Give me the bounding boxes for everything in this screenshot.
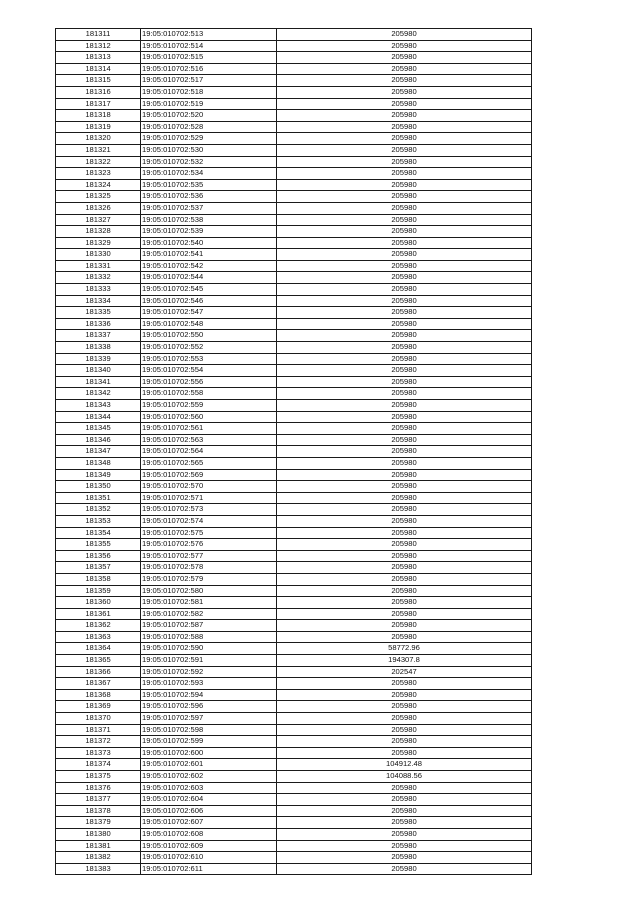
row-id-cell: 181352 [56,504,141,516]
row-id-cell: 181362 [56,620,141,632]
cadastral-number-cell: 19:05:010702:591 [141,655,277,667]
row-id-cell: 181344 [56,411,141,423]
row-id-cell: 181346 [56,434,141,446]
value-cell: 205980 [277,63,532,75]
value-cell: 205980 [277,179,532,191]
value-cell: 205980 [277,75,532,87]
table-row [56,539,532,551]
table-row [56,121,532,133]
value-cell: 205980 [277,550,532,562]
cadastral-number-cell: 19:05:010702:548 [141,318,277,330]
table-row [56,272,532,284]
value-cell: 205980 [277,144,532,156]
cadastral-number-cell: 19:05:010702:607 [141,817,277,829]
value-cell: 205980 [277,805,532,817]
row-id-cell: 181323 [56,168,141,180]
cadastral-number-cell: 19:05:010702:587 [141,620,277,632]
table-row [56,29,532,41]
cadastral-number-cell: 19:05:010702:554 [141,365,277,377]
row-id-cell: 181331 [56,260,141,272]
cadastral-number-cell: 19:05:010702:563 [141,434,277,446]
value-cell: 205980 [277,330,532,342]
table-row [56,434,532,446]
row-id-cell: 181370 [56,713,141,725]
table-row [56,666,532,678]
row-id-cell: 181340 [56,365,141,377]
table-row [56,260,532,272]
cadastral-number-cell: 19:05:010702:571 [141,492,277,504]
table-row [56,771,532,783]
row-id-cell: 181320 [56,133,141,145]
row-id-cell: 181364 [56,643,141,655]
table-row [56,226,532,238]
row-id-cell: 181372 [56,736,141,748]
row-id-cell: 181329 [56,237,141,249]
row-id-cell: 181321 [56,144,141,156]
row-id-cell: 181341 [56,376,141,388]
value-cell: 205980 [277,110,532,122]
table-row [56,689,532,701]
row-id-cell: 181350 [56,481,141,493]
value-cell: 205980 [277,713,532,725]
cadastral-number-cell: 19:05:010702:610 [141,852,277,864]
cadastral-number-cell: 19:05:010702:570 [141,481,277,493]
row-id-cell: 181369 [56,701,141,713]
value-cell: 205980 [277,794,532,806]
cadastral-number-cell: 19:05:010702:599 [141,736,277,748]
table-row [56,376,532,388]
row-id-cell: 181361 [56,608,141,620]
table-row [56,469,532,481]
value-cell: 205980 [277,214,532,226]
cadastral-number-cell: 19:05:010702:588 [141,631,277,643]
table-row [56,759,532,771]
row-id-cell: 181315 [56,75,141,87]
value-cell: 205980 [277,52,532,64]
row-id-cell: 181380 [56,828,141,840]
table-row [56,736,532,748]
row-id-cell: 181363 [56,631,141,643]
value-cell: 194307.8 [277,655,532,667]
table-row [56,782,532,794]
cadastral-number-cell: 19:05:010702:598 [141,724,277,736]
cadastral-number-cell: 19:05:010702:513 [141,29,277,41]
value-cell: 205980 [277,191,532,203]
row-id-cell: 181339 [56,353,141,365]
value-cell: 104088.56 [277,771,532,783]
cadastral-number-cell: 19:05:010702:553 [141,353,277,365]
table-row [56,52,532,64]
cadastral-number-cell: 19:05:010702:552 [141,342,277,354]
cadastral-number-cell: 19:05:010702:606 [141,805,277,817]
cadastral-number-cell: 19:05:010702:558 [141,388,277,400]
row-id-cell: 181354 [56,527,141,539]
table-row [56,608,532,620]
cadastral-number-cell: 19:05:010702:515 [141,52,277,64]
row-id-cell: 181353 [56,515,141,527]
value-cell: 58772.96 [277,643,532,655]
row-id-cell: 181322 [56,156,141,168]
value-cell: 205980 [277,40,532,52]
value-cell: 205980 [277,527,532,539]
value-cell: 205980 [277,388,532,400]
row-id-cell: 181366 [56,666,141,678]
cadastral-number-cell: 19:05:010702:550 [141,330,277,342]
row-id-cell: 181325 [56,191,141,203]
cadastral-number-cell: 19:05:010702:594 [141,689,277,701]
table-row [56,481,532,493]
row-id-cell: 181334 [56,295,141,307]
row-id-cell: 181376 [56,782,141,794]
row-id-cell: 181312 [56,40,141,52]
cadastral-number-cell: 19:05:010702:542 [141,260,277,272]
table-row [56,863,532,875]
table-row [56,423,532,435]
cadastral-number-cell: 19:05:010702:528 [141,121,277,133]
cadastral-number-cell: 19:05:010702:517 [141,75,277,87]
row-id-cell: 181317 [56,98,141,110]
value-cell: 205980 [277,423,532,435]
cadastral-number-cell: 19:05:010702:556 [141,376,277,388]
data-table [55,28,532,875]
value-cell: 205980 [277,863,532,875]
table-row [56,597,532,609]
value-cell: 205980 [277,260,532,272]
table-row [56,794,532,806]
table-row [56,86,532,98]
table-row [56,237,532,249]
value-cell: 205980 [277,840,532,852]
cadastral-number-cell: 19:05:010702:559 [141,400,277,412]
cadastral-number-cell: 19:05:010702:538 [141,214,277,226]
table-row [56,40,532,52]
table-row [56,446,532,458]
cadastral-number-cell: 19:05:010702:530 [141,144,277,156]
row-id-cell: 181328 [56,226,141,238]
value-cell: 205980 [277,86,532,98]
table-row [56,852,532,864]
table-row [56,492,532,504]
cadastral-number-cell: 19:05:010702:569 [141,469,277,481]
table-row [56,713,532,725]
value-cell: 202547 [277,666,532,678]
table-row [56,202,532,214]
value-cell: 205980 [277,133,532,145]
value-cell: 205980 [277,782,532,794]
value-cell: 205980 [277,817,532,829]
row-id-cell: 181345 [56,423,141,435]
table-row [56,284,532,296]
cadastral-number-cell: 19:05:010702:537 [141,202,277,214]
cadastral-number-cell: 19:05:010702:609 [141,840,277,852]
row-id-cell: 181342 [56,388,141,400]
cadastral-number-cell: 19:05:010702:582 [141,608,277,620]
row-id-cell: 181327 [56,214,141,226]
row-id-cell: 181355 [56,539,141,551]
table-row [56,504,532,516]
cadastral-number-cell: 19:05:010702:561 [141,423,277,435]
row-id-cell: 181349 [56,469,141,481]
table-row [56,411,532,423]
table-row [56,330,532,342]
value-cell: 205980 [277,504,532,516]
table-row [56,817,532,829]
table-row [56,655,532,667]
cadastral-number-cell: 19:05:010702:597 [141,713,277,725]
table-body [56,29,532,875]
table-row [56,110,532,122]
row-id-cell: 181358 [56,573,141,585]
table-row [56,573,532,585]
table-row [56,562,532,574]
table-row [56,156,532,168]
value-cell: 205980 [277,237,532,249]
table-row [56,550,532,562]
row-id-cell: 181338 [56,342,141,354]
table-row [56,295,532,307]
value-cell: 205980 [277,411,532,423]
cadastral-number-cell: 19:05:010702:601 [141,759,277,771]
table-row [56,585,532,597]
cadastral-number-cell: 19:05:010702:520 [141,110,277,122]
cadastral-number-cell: 19:05:010702:576 [141,539,277,551]
row-id-cell: 181365 [56,655,141,667]
row-id-cell: 181374 [56,759,141,771]
table-row [56,168,532,180]
table-row [56,747,532,759]
row-id-cell: 181360 [56,597,141,609]
cadastral-number-cell: 19:05:010702:575 [141,527,277,539]
cadastral-number-cell: 19:05:010702:529 [141,133,277,145]
row-id-cell: 181378 [56,805,141,817]
value-cell: 205980 [277,608,532,620]
value-cell: 205980 [277,249,532,261]
table-row [56,631,532,643]
value-cell: 205980 [277,226,532,238]
cadastral-number-cell: 19:05:010702:564 [141,446,277,458]
cadastral-number-cell: 19:05:010702:518 [141,86,277,98]
cadastral-number-cell: 19:05:010702:596 [141,701,277,713]
row-id-cell: 181347 [56,446,141,458]
row-id-cell: 181382 [56,852,141,864]
row-id-cell: 181337 [56,330,141,342]
table-row [56,457,532,469]
row-id-cell: 181359 [56,585,141,597]
table-row [56,400,532,412]
row-id-cell: 181343 [56,400,141,412]
cadastral-number-cell: 19:05:010702:573 [141,504,277,516]
cadastral-number-cell: 19:05:010702:565 [141,457,277,469]
cadastral-number-cell: 19:05:010702:545 [141,284,277,296]
row-id-cell: 181357 [56,562,141,574]
cadastral-number-cell: 19:05:010702:532 [141,156,277,168]
value-cell: 205980 [277,689,532,701]
table-row [56,307,532,319]
row-id-cell: 181313 [56,52,141,64]
table-row [56,179,532,191]
cadastral-number-cell: 19:05:010702:602 [141,771,277,783]
value-cell: 205980 [277,284,532,296]
table-row [56,620,532,632]
value-cell: 205980 [277,747,532,759]
value-cell: 205980 [277,29,532,41]
value-cell: 104912.48 [277,759,532,771]
value-cell: 205980 [277,98,532,110]
cadastral-number-cell: 19:05:010702:592 [141,666,277,678]
cadastral-number-cell: 19:05:010702:546 [141,295,277,307]
value-cell: 205980 [277,446,532,458]
cadastral-number-cell: 19:05:010702:547 [141,307,277,319]
value-cell: 205980 [277,457,532,469]
table-row [56,75,532,87]
table-row [56,318,532,330]
value-cell: 205980 [277,400,532,412]
table-row [56,701,532,713]
cadastral-number-cell: 19:05:010702:514 [141,40,277,52]
table-row [56,365,532,377]
value-cell: 205980 [277,121,532,133]
cadastral-number-cell: 19:05:010702:536 [141,191,277,203]
cadastral-number-cell: 19:05:010702:574 [141,515,277,527]
cadastral-number-cell: 19:05:010702:534 [141,168,277,180]
table-row [56,191,532,203]
table-row [56,144,532,156]
row-id-cell: 181371 [56,724,141,736]
table-row [56,388,532,400]
cadastral-number-cell: 19:05:010702:581 [141,597,277,609]
cadastral-number-cell: 19:05:010702:580 [141,585,277,597]
value-cell: 205980 [277,168,532,180]
cadastral-number-cell: 19:05:010702:579 [141,573,277,585]
value-cell: 205980 [277,562,532,574]
value-cell: 205980 [277,573,532,585]
value-cell: 205980 [277,678,532,690]
cadastral-number-cell: 19:05:010702:611 [141,863,277,875]
cadastral-number-cell: 19:05:010702:535 [141,179,277,191]
value-cell: 205980 [277,828,532,840]
table-row [56,353,532,365]
table-row [56,249,532,261]
value-cell: 205980 [277,736,532,748]
row-id-cell: 181335 [56,307,141,319]
cadastral-number-cell: 19:05:010702:608 [141,828,277,840]
row-id-cell: 181356 [56,550,141,562]
cadastral-number-cell: 19:05:010702:516 [141,63,277,75]
value-cell: 205980 [277,597,532,609]
value-cell: 205980 [277,724,532,736]
value-cell: 205980 [277,353,532,365]
table-row [56,133,532,145]
value-cell: 205980 [277,852,532,864]
value-cell: 205980 [277,585,532,597]
row-id-cell: 181381 [56,840,141,852]
value-cell: 205980 [277,365,532,377]
table-row [56,805,532,817]
value-cell: 205980 [277,620,532,632]
table-row [56,643,532,655]
cadastral-number-cell: 19:05:010702:600 [141,747,277,759]
cadastral-number-cell: 19:05:010702:544 [141,272,277,284]
value-cell: 205980 [277,202,532,214]
value-cell: 205980 [277,272,532,284]
value-cell: 205980 [277,539,532,551]
cadastral-number-cell: 19:05:010702:578 [141,562,277,574]
cadastral-number-cell: 19:05:010702:519 [141,98,277,110]
value-cell: 205980 [277,318,532,330]
row-id-cell: 181383 [56,863,141,875]
table-row [56,678,532,690]
table-row [56,828,532,840]
row-id-cell: 181314 [56,63,141,75]
table-row [56,63,532,75]
cadastral-number-cell: 19:05:010702:590 [141,643,277,655]
table-row [56,724,532,736]
row-id-cell: 181367 [56,678,141,690]
table-row [56,515,532,527]
row-id-cell: 181330 [56,249,141,261]
row-id-cell: 181368 [56,689,141,701]
table-row [56,98,532,110]
value-cell: 205980 [277,481,532,493]
table-row [56,840,532,852]
row-id-cell: 181373 [56,747,141,759]
cadastral-number-cell: 19:05:010702:577 [141,550,277,562]
value-cell: 205980 [277,307,532,319]
row-id-cell: 181348 [56,457,141,469]
value-cell: 205980 [277,156,532,168]
row-id-cell: 181375 [56,771,141,783]
cadastral-number-cell: 19:05:010702:560 [141,411,277,423]
value-cell: 205980 [277,631,532,643]
value-cell: 205980 [277,492,532,504]
cadastral-number-cell: 19:05:010702:603 [141,782,277,794]
value-cell: 205980 [277,701,532,713]
row-id-cell: 181351 [56,492,141,504]
table-row [56,342,532,354]
value-cell: 205980 [277,376,532,388]
value-cell: 205980 [277,342,532,354]
cadastral-number-cell: 19:05:010702:540 [141,237,277,249]
value-cell: 205980 [277,434,532,446]
cadastral-number-cell: 19:05:010702:541 [141,249,277,261]
table-row [56,527,532,539]
row-id-cell: 181336 [56,318,141,330]
value-cell: 205980 [277,469,532,481]
row-id-cell: 181326 [56,202,141,214]
row-id-cell: 181333 [56,284,141,296]
cadastral-number-cell: 19:05:010702:604 [141,794,277,806]
cadastral-number-cell: 19:05:010702:593 [141,678,277,690]
cadastral-number-cell: 19:05:010702:539 [141,226,277,238]
row-id-cell: 181318 [56,110,141,122]
row-id-cell: 181332 [56,272,141,284]
row-id-cell: 181377 [56,794,141,806]
row-id-cell: 181316 [56,86,141,98]
table-row [56,214,532,226]
row-id-cell: 181379 [56,817,141,829]
value-cell: 205980 [277,515,532,527]
row-id-cell: 181324 [56,179,141,191]
value-cell: 205980 [277,295,532,307]
row-id-cell: 181311 [56,29,141,41]
row-id-cell: 181319 [56,121,141,133]
